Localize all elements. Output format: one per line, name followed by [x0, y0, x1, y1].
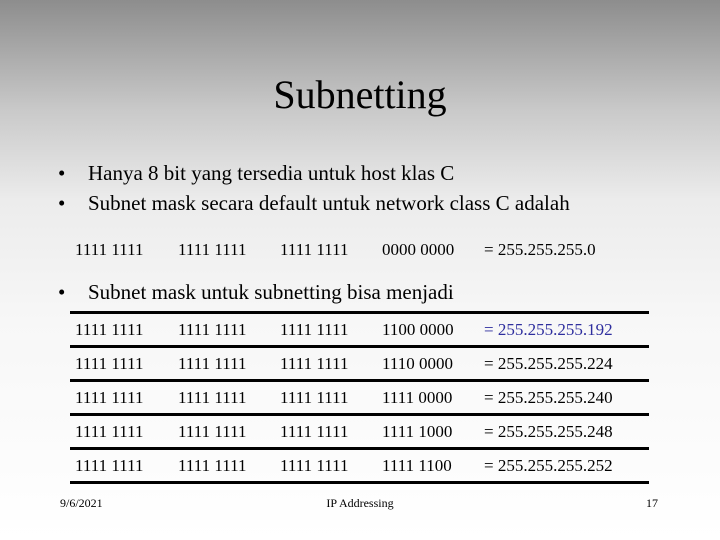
mask-octet: 1110 0000 — [382, 354, 453, 373]
mask-octet: 1111 1111 — [280, 320, 349, 339]
mask-octet: 1111 1111 — [178, 320, 247, 339]
mask-octet: 1111 1111 — [280, 388, 349, 407]
mask-octet: 1111 1111 — [280, 422, 349, 441]
table-row — [70, 450, 649, 484]
mask-octet: 1111 1111 — [280, 354, 349, 373]
mask-octet: 1100 0000 — [382, 320, 454, 339]
mask-octet: 0000 0000 — [382, 240, 455, 259]
page-number: 17 — [646, 496, 658, 510]
mask-octet: 1111 1111 — [75, 388, 144, 407]
bullet-icon: • — [58, 191, 66, 215]
bullet-item — [58, 188, 570, 218]
mask-octet: 1111 1111 — [75, 456, 144, 475]
footer-date: 9/6/2021 — [60, 496, 103, 510]
mask-octet: 1111 1111 — [280, 456, 349, 475]
table-row — [70, 348, 649, 382]
mask-octet: 1111 1111 — [178, 354, 247, 373]
mask-octet: 1111 1111 — [178, 388, 247, 407]
mask-octet: 1111 1111 — [178, 456, 247, 475]
mask-octet: 1111 0000 — [382, 388, 453, 407]
mask-result: = 255.255.255.240 — [484, 388, 613, 407]
bullet-icon: • — [58, 280, 66, 304]
mask-result: = 255.255.255.248 — [484, 422, 613, 441]
mask-octet: 1111 1000 — [382, 422, 453, 441]
default-mask-row — [75, 239, 596, 261]
table-row — [70, 416, 649, 450]
bullet-item — [58, 277, 454, 307]
table-row — [70, 311, 649, 348]
mask-octet: 1111 1111 — [178, 240, 247, 259]
mask-octet: 1111 1111 — [178, 422, 247, 441]
mask-octet: 1111 1111 — [280, 240, 349, 259]
mask-result: = 255.255.255.192 — [484, 320, 613, 339]
bullet-text: Hanya 8 bit yang tersedia untuk host klas C — [88, 161, 455, 185]
slide-title: Subnetting — [273, 72, 447, 117]
bullet-text: Subnet mask untuk subnetting bisa menjadi — [88, 280, 454, 304]
footer-title: IP Addressing — [326, 496, 394, 510]
table-row — [70, 382, 649, 416]
bullet-item — [58, 158, 570, 188]
mask-octet: 1111 1111 — [75, 320, 144, 339]
mask-octet: 1111 1111 — [75, 240, 144, 259]
bullet-text: Subnet mask secara default untuk network class C adalah — [88, 191, 570, 215]
mask-octet: 1111 1100 — [382, 456, 452, 475]
bullet-icon: • — [58, 161, 66, 185]
mask-result: = 255.255.255.252 — [484, 456, 613, 475]
mask-result: = 255.255.255.0 — [484, 240, 596, 259]
subnet-mask-table — [70, 311, 649, 484]
mask-octet: 1111 1111 — [75, 354, 144, 373]
mask-result: = 255.255.255.224 — [484, 354, 613, 373]
mask-octet: 1111 1111 — [75, 422, 144, 441]
